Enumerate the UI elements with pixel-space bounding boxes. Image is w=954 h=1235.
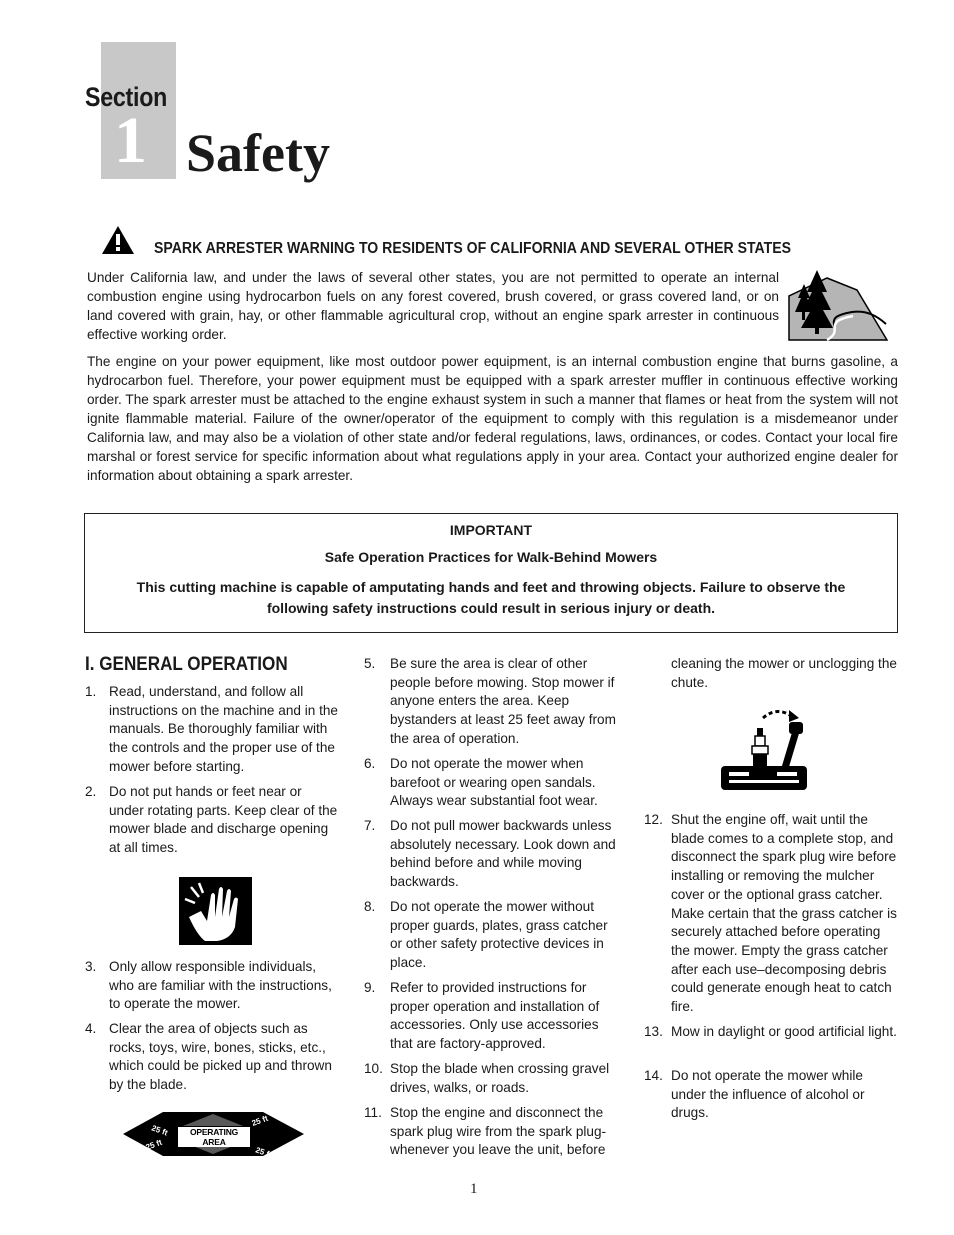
page-title: Safety [186, 123, 330, 183]
list-item: 2. Do not put hands or feet near or under rotating parts. Keep clear of the mower blade and discharge opening at all times. [85, 784, 338, 856]
section-label: Section [85, 82, 168, 112]
list-item: 8. Do not operate the mower without proper guards, plates, grass catcher or other safety protective devices in place. [364, 899, 608, 971]
list-item: 12. Shut the engine off, wait until the blade comes to a complete stop, and disconnect the spark plug wire before installing or removing the mulcher cover or the optional grass catcher. Make certain that the grass catcher is securely attached before operating the mower. Empty the grass catcher after each use–decomposing debris could generate enough heat to catch fire. [644, 812, 897, 1015]
list-item: 9. Refer to provided instructions for proper operation and installation of accessories. Only use accessories that are factory-approved. [364, 980, 600, 1052]
section-heading: I. GENERAL OPERATION [85, 654, 288, 675]
list-item: 7. Do not pull mower backwards unless absolutely necessary. Look down and behind before and while moving backwards. [364, 818, 616, 890]
svg-text:25 ft: 25 ft [254, 1145, 273, 1160]
warning-paragraph-2: The engine on your power equipment, like most outdoor power equipment, is an internal combustion engine that burns gasoline, a hydrocarbon fuel. Therefore, your power equipment must be equipped with a spark arrester muffler in continuous effective working order. The spark arrester must be attached to the engine exhaust system in such a manner that flames or heat from the system will not ignite flammable material. Failure of the owner/operator of the equipment to comply with this regulation is a misdemeanor under California law, and may also be a violation of other state and/or federal regulations, laws, ordinances, or codes. Contact your local fire marshal or forest service for specific information about what regulations apply in your area. Contact your authorized engine dealer for information about obtaining a spark arrester. [87, 354, 898, 483]
list-item: 4. Clear the area of objects such as rocks, toys, wire, bones, sticks, etc., which could be picked up and thrown by the blade. [85, 1021, 332, 1093]
hand-warning-icon [179, 877, 252, 945]
spark-plug-icon [719, 708, 809, 792]
list-item: 3. Only allow responsible individuals, who are familiar with the instructions, to operate the mower. [85, 959, 332, 1012]
important-subtitle: Safe Operation Practices for Walk-Behind Mowers [324, 549, 658, 565]
important-title: IMPORTANT [449, 522, 533, 538]
section-number: 1 [114, 104, 147, 177]
svg-text:25 ft: 25 ft [250, 1113, 270, 1128]
warning-triangle-icon [101, 225, 135, 255]
list-item: 6. Do not operate the mower when barefoot or wearing open sandals. Always wear substantial foot wear. [364, 756, 598, 809]
svg-text:25 ft: 25 ft [144, 1137, 164, 1152]
list-item: 14. Do not operate the mower while under the influence of alcohol or drugs. [644, 1068, 865, 1121]
svg-text:25 ft: 25 ft [150, 1123, 169, 1138]
page-number: 1 [470, 1181, 478, 1197]
list-item: 13. Mow in daylight or good artificial light. [644, 1024, 897, 1039]
important-body: This cutting machine is capable of amputating hands and feet and throwing objects. Failure to observe the following safety instructions could result in serious injury or death. [136, 579, 846, 616]
list-item: 1. Read, understand, and follow all instructions on the machine and in the manuals. Be thoroughly familiar with the controls and the proper use of the mower before starting. [85, 684, 338, 774]
list-item-continued: cleaning the mower or unclogging the chute. [671, 656, 897, 690]
warning-paragraph-1: Under California law, and under the laws of several other states, you are not permitted to operate an internal combustion engine using hydrocarbon fuels on any forest covered, brush covered, or grass covered land, or on land covered with grain, hay, or other flammable agricultural crop, without an engine spark arrester in continuous effective working order. [87, 270, 779, 342]
operating-area-label: OPERATING AREA [178, 1127, 250, 1147]
forest-mountain-icon [787, 268, 888, 342]
list-item: 11. Stop the engine and disconnect the spark plug wire from the spark plug-whenever you leave the unit, before [364, 1105, 607, 1158]
list-item: 10. Stop the blade when crossing gravel drives, walks, or roads. [364, 1061, 610, 1095]
list-item: 5. Be sure the area is clear of other people before mowing. Stop mower if anyone enters the area. Keep bystanders at least 25 feet away from the area of operation. [364, 656, 616, 746]
warning-title: SPARK ARRESTER WARNING TO RESIDENTS OF CALIFORNIA AND SEVERAL OTHER STATES [154, 240, 792, 257]
